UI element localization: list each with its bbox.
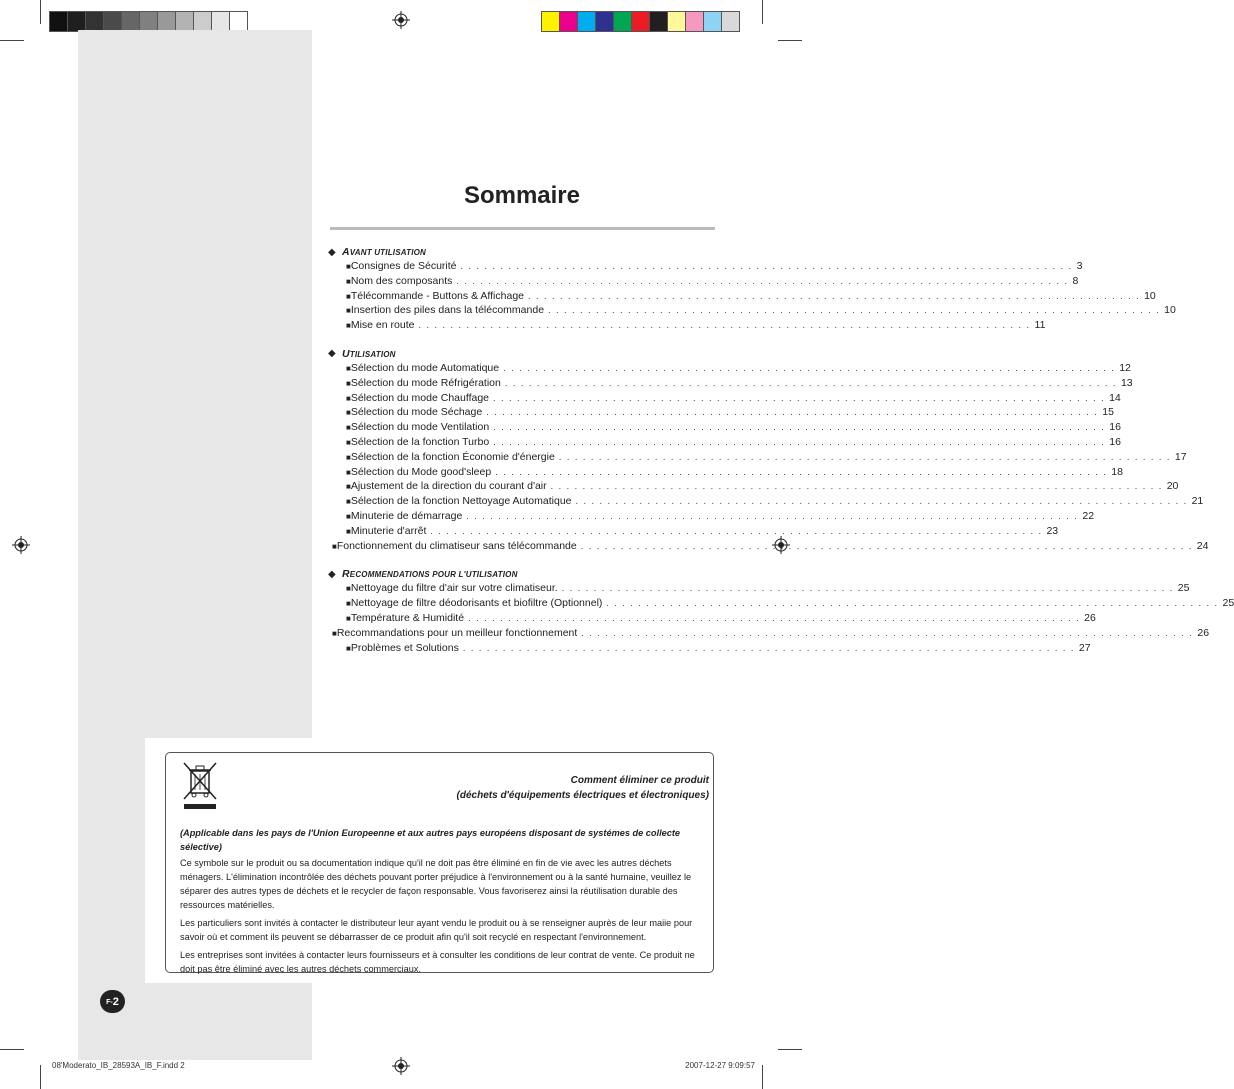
dot-leader: . . . . . . . . . . . . . . . . . . . . . . . . . . . . . . . . . . . . . . . . . . . . . . . . . . . . . . . . . . . . . . . . . . . . . . . . . . . . . [418,320,1031,331]
toc-entry-label: Nom des composants [350,274,453,287]
toc-entry-page: 8 [1072,274,1079,287]
dot-leader: . . . . . . . . . . . . . . . . . . . . . . . . . . . . . . . . . . . . . . . . . . . . . . . . . . . . . . . . . . . . . . . . . . . . . . . . . . . . . [468,612,1081,623]
notice-paragraph: Les particuliers sont invités à contacter le distributeur leur ayant vendu le produit ou à se renseigner auprès de leur maiie pour savoir où et comment ils peuvent se débarrasser de ce produit afin qu'il soit recyclé en respectant l'environnement. [180,918,693,942]
calibration-swatch [649,11,668,32]
toc-entry[interactable] [328,582,1190,597]
toc-entry-label: Sélection du Mode good'sleep [350,465,492,478]
calibration-swatch [229,11,248,32]
toc-section-title: RECOMMENDATIONS POUR L'UTILISATION [342,568,518,581]
dot-leader: . . . . . . . . . . . . . . . . . . . . . . . . . . . . . . . . . . . . . . . . . . . . . . . . . . . . . . . . . . . . . . . . . . . . . . . . . . . . . [503,362,1116,373]
toc-entry-label: Recommandations pour un meilleur fonctionnement [336,626,578,639]
toc-entry-page: 12 [1119,361,1131,374]
dot-leader: . . . . . . . . . . . . . . . . . . . . . . . . . . . . . . . . . . . . . . . . . . . . . . . . . . . . . . . . . . . . . . . . . . . . . . . . . . . . . [495,466,1108,477]
toc-entry-label: Minuterie de démarrage [350,509,463,522]
toc-entry-label: Sélection du mode Réfrigération [350,376,501,389]
toc-entry[interactable] [328,626,1210,642]
toc-entry-label: Consignes de Sécurité [350,260,457,272]
dot-leader: . . . . . . . . . . . . . . . . . . . . . . . . . . . . . . . . . . . . . . . . . . . . . . . . . . . . . . . . . . . . . . . . . . . . . . . . . . . . . [575,496,1188,507]
square-bullet-icon: ■ [346,599,351,609]
toc-entry-page: 14 [1109,391,1121,404]
dot-leader: . . . . . . . . . . . . . . . . . . . . . . . . . . . . . . . . . . . . . . . . . . . . . . . . . . . . . . . . . . . . . . . . . . . . . . . . . . . . . [486,407,1099,418]
calibration-swatch [85,11,104,32]
calibration-swatch [211,11,230,32]
toc-entry-label: Nettoyage de filtre déodorisants et biofiltre (Optionnel) [350,597,603,610]
toc-entry-label: Sélection de la fonction Turbo [350,435,490,448]
notice-paragraph: Les entreprises sont invitées à contacter leurs fournisseurs et à consulter les conditions de leur contrat de vente. Ce produit ne doit pas être éliminé avec les autres déchets commerciaux. [180,950,695,974]
square-bullet-icon: ■ [346,321,351,331]
toc-entry[interactable] [328,406,1114,421]
crop-mark [0,1049,24,1050]
toc-entry[interactable] [328,641,1091,657]
toc-entry-label: Sélection du mode Séchage [350,406,483,419]
toc-entry-page: 22 [1082,509,1095,522]
crop-mark [40,1065,41,1089]
toc-section-heading[interactable] [328,346,718,362]
crop-mark [0,40,24,41]
square-bullet-icon: ■ [346,423,351,433]
square-bullet-icon: ■ [346,291,351,301]
toc-entry[interactable] [328,319,1046,334]
square-bullet-icon: ■ [346,408,351,418]
toc-entry-label: Température & Humidité [350,611,465,624]
toc-section-title: UTILISATION [342,347,396,360]
toc-entry-page: 13 [1120,376,1133,389]
calibration-swatch [193,11,212,32]
dot-leader: . . . . . . . . . . . . . . . . . . . . . . . . . . . . . . . . . . . . . . . . . . . . . . . . . . . . . . . . . . . . . . . . . . . . . . . . . . . . . [548,305,1161,316]
toc-entry-page: 18 [1111,465,1123,478]
toc-section-heading[interactable] [328,566,718,582]
dot-leader: . . . . . . . . . . . . . . . . . . . . . . . . . . . . . . . . . . . . . . . . . . . . . . . . . . . . . . . . . . . . . . . . . . . . . . . . . . . . . [581,627,1194,638]
calibration-swatch [559,11,578,32]
toc-entry[interactable] [328,450,1187,466]
toc-entry-label: Sélection du mode Automatique [350,361,500,374]
page-prefix: F- [106,999,113,1006]
square-bullet-icon: ■ [346,643,351,653]
diamond-bullet-icon: ◆ [328,348,336,360]
calibration-swatch [667,11,686,32]
dot-leader: . . . . . . . . . . . . . . . . . . . . . . . . . . . . . . . . . . . . . . . . . . . . . . . . . . . . . . . . . . . . . . . . . . . . . . . . . . . . . [493,422,1106,433]
calibration-swatch [685,11,704,32]
notice-heading-line1: Comment éliminer ce produit [570,775,709,786]
title-rule [330,227,715,230]
toc-entry-label: Sélection de la fonction Nettoyage Automatique [350,495,572,508]
color-calibration-bar [541,11,739,32]
registration-mark-icon [392,1057,410,1075]
square-bullet-icon: ■ [346,393,351,403]
square-bullet-icon: ■ [346,482,351,492]
dot-leader: . . . . . . . . . . . . . . . . . . . . . . . . . . . . . . . . . . . . . . . . . . . . . . . . . . . . . . . . . . . . . . . . . . . . . . . . . . . . . [561,583,1174,594]
calibration-swatch [175,11,194,32]
notice-paragraph: Ce symbole sur le produit ou sa documentation indique qu'il ne doit pas être éliminé en fin de vie avec les autres déchets ménagers. L'élimination incontrôlée des déchets pouvant porter préjudice à l'environnement ou à la santé humaine, veuillez le séparer des autres types de déchets et le recycler de façon responsable. Vous favoriserez ainsi la réutilisation durable des ressources matérielles. [180,858,692,910]
toc-entry-page: 24 [1196,539,1209,552]
calibration-swatch [631,11,650,32]
calibration-swatch [577,11,596,32]
toc-entry-page: 21 [1191,495,1204,508]
dot-leader: . . . . . . . . . . . . . . . . . . . . . . . . . . . . . . . . . . . . . . . . . . . . . . . . . . . . . . . . . . . . . . . . . . . . . . . . . . . . . [493,392,1106,403]
dot-leader: . . . . . . . . . . . . . . . . . . . . . . . . . . . . . . . . . . . . . . . . . . . . . . . . . . . . . . . . . . . . . . . . . . . . . . . . . . . . . [456,275,1069,286]
toc-entry-page: 26 [1197,626,1210,639]
toc-entry-label: Ajustement de la direction du courant d'air [350,480,547,493]
dot-leader: . . . . . . . . . . . . . . . . . . . . . . . . . . . . . . . . . . . . . . . . . . . . . . . . . . . . . . . . . . . . . . . . . . . . . . . . . . . . . [504,377,1117,388]
toc-entry-page: 11 [1034,319,1046,332]
square-bullet-icon: ■ [346,497,351,507]
dot-leader: . . . . . . . . . . . . . . . . . . . . . . . . . . . . . . . . . . . . . . . . . . . . . . . . . . . . . . . . . . . . . . . . . . . . . . . . . . . . . [460,261,1073,271]
toc-entry-label: Sélection du mode Chauffage [350,391,489,404]
toc-entry-page: 16 [1109,435,1121,448]
square-bullet-icon: ■ [346,437,351,447]
notice-heading-line2: (déchets d'équipements électriques et électroniques) [456,790,709,801]
toc-entry-label: Problèmes et Solutions [350,641,459,654]
square-bullet-icon: ■ [346,262,351,271]
crop-mark [762,0,763,24]
square-bullet-icon: ■ [346,452,351,462]
calibration-swatch [157,11,176,32]
toc-entry[interactable] [328,465,1123,481]
weee-notice-box [165,752,714,973]
registration-mark-icon [392,11,410,29]
table-of-contents [328,242,1234,656]
toc-entry-label: Mise en route [350,319,415,332]
toc-section-heading[interactable] [328,244,718,260]
toc-entry-page: 26 [1084,611,1096,624]
toc-entry-page: 10 [1144,289,1156,302]
section-spacer [328,554,718,564]
dot-leader: . . . . . . . . . . . . . . . . . . . . . . . . . . . . . . . . . . . . . . . . . . . . . . . . . . . . . . . . . . . . . . . . . . . . . . . . . . . . . [493,436,1106,447]
calibration-swatch [721,11,740,32]
page-number: 2 [112,995,119,1008]
square-bullet-icon: ■ [332,541,337,551]
toc-entry-page: 10 [1164,304,1176,317]
toc-entry-label: Sélection de la fonction Économie d'énergie [350,450,555,463]
calibration-swatch [613,11,632,32]
crop-mark [778,1049,802,1050]
toc-entry[interactable] [328,611,1096,627]
dot-leader: . . . . . . . . . . . . . . . . . . . . . . . . . . . . . . . . . . . . . . . . . . . . . . . . . . . . . . . . . . . . . . . . . . . . . . . . . . . . . [462,642,1075,653]
toc-entry-label: Insertion des piles dans la télécommande [350,304,545,317]
square-bullet-icon: ■ [346,467,351,477]
calibration-swatch [139,11,158,32]
page-title: Sommaire [463,182,580,209]
square-bullet-icon: ■ [346,306,351,316]
square-bullet-icon: ■ [346,511,351,521]
section-spacer [328,334,718,344]
notice-applicability: (Applicable dans les pays de l'Union Europeenne et aux autres pays européens disposant de systémes de collecte sélective) [180,828,681,852]
calibration-swatch [103,11,122,32]
square-bullet-icon: ■ [346,526,351,536]
toc-entry[interactable] [328,361,1131,377]
page-number-badge [100,990,125,1013]
toc-entry-page: 17 [1174,450,1187,463]
toc-entry-label: Sélection du mode Ventilation [350,421,490,434]
square-bullet-icon: ■ [332,628,337,638]
gray-calibration-bar [49,11,247,32]
dot-leader: . . . . . . . . . . . . . . . . . . . . . . . . . . . . . . . . . . . . . . . . . . . . . . . . . . . . . . . . . . . . . . . . . . . . . . . . . . . . . [430,525,1043,536]
dot-leader: . . . . . . . . . . . . . . . . . . . . . . . . . . . . . . . . . . . . . . . . . . . . . . . . . . . . . . . . . . . . . . . . . . . . . . . . . . . . . [466,510,1079,521]
toc-entry-page: 20 [1166,480,1179,493]
crop-mark [762,1065,763,1089]
toc-entry[interactable] [328,480,1179,495]
square-bullet-icon: ■ [346,276,351,286]
toc-entry[interactable] [328,435,1121,451]
square-bullet-icon: ■ [346,363,351,373]
registration-mark-icon [12,536,30,554]
dot-leader: . . . . . . . . . . . . . . . . . . . . . . . . . . . . . . . . . . . . . . . . . . . . . . . . . . . . . . . . . . . . . . . . . . . . . . . . . . . . . [550,481,1163,492]
toc-entry-label: Nettoyage du filtre d'air sur votre climatiseur. [350,582,558,595]
toc-entry[interactable] [328,421,1121,436]
dot-leader: . . . . . . . . . . . . . . . . . . . . . . . . . . . . . . . . . . . . . . . . . . . . . . . . . . . . . . . . . . . . . . . . . . . . . . . . . . . . . [528,290,1141,301]
calibration-swatch [121,11,140,32]
toc-entry[interactable] [328,260,1083,275]
square-bullet-icon: ■ [346,584,351,594]
toc-entry-page: 3 [1076,260,1083,272]
toc-entry[interactable] [328,376,1133,392]
toc-entry-page: 16 [1109,421,1121,434]
calibration-swatch [703,11,722,32]
toc-entry[interactable] [328,509,1095,525]
toc-entry-page: 27 [1078,641,1091,654]
toc-entry[interactable] [328,304,1176,319]
toc-entry-label: Minuterie d'arrêt [350,524,427,537]
file-slug: 08'Moderato_IB_28593A_IB_F.indd 2 [52,1061,185,1070]
toc-entry-page: 25 [1222,597,1234,610]
toc-entry[interactable] [328,524,1059,540]
crop-mark [778,40,802,41]
square-bullet-icon: ■ [346,378,351,388]
square-bullet-icon: ■ [346,613,351,623]
notice-body [180,826,708,980]
toc-entry[interactable] [328,539,1209,555]
toc-entry[interactable] [328,289,1156,305]
toc-entry-label: Télécommande - Buttons & Affichage [350,289,524,302]
dot-leader: . . . . . . . . . . . . . . . . . . . . . . . . . . . . . . . . . . . . . . . . . . . . . . . . . . . . . . . . . . . . . . . . . . . . . . . . . . . . . [580,540,1193,551]
toc-entry[interactable] [328,391,1121,407]
calibration-swatch [541,11,560,32]
toc-entry-page: 23 [1046,524,1059,537]
crop-mark [40,0,41,24]
toc-entry[interactable] [328,274,1079,290]
calibration-swatch [49,11,68,32]
calibration-swatch [67,11,86,32]
notice-heading [457,773,709,803]
toc-section-title: AVANT UTILISATION [342,246,427,258]
dot-leader: . . . . . . . . . . . . . . . . . . . . . . . . . . . . . . . . . . . . . . . . . . . . . . . . . . . . . . . . . . . . . . . . . . . . . . . . . . . . . [558,451,1171,462]
toc-entry[interactable] [328,597,1234,612]
date-slug: 2007-12-27 9:09:57 [685,1061,755,1070]
diamond-bullet-icon: ◆ [328,568,336,580]
dot-leader: . . . . . . . . . . . . . . . . . . . . . . . . . . . . . . . . . . . . . . . . . . . . . . . . . . . . . . . . . . . . . . . . . . . . . . . . . . . . . [606,598,1219,609]
toc-entry-page: 25 [1177,582,1190,595]
toc-entry-page: 15 [1102,406,1114,419]
toc-entry-label: Fonctionnement du climatiseur sans télécommande [336,539,577,552]
toc-entry[interactable] [328,495,1204,510]
diamond-bullet-icon: ◆ [328,246,336,258]
crossed-out-bin-icon [182,761,220,811]
calibration-swatch [595,11,614,32]
